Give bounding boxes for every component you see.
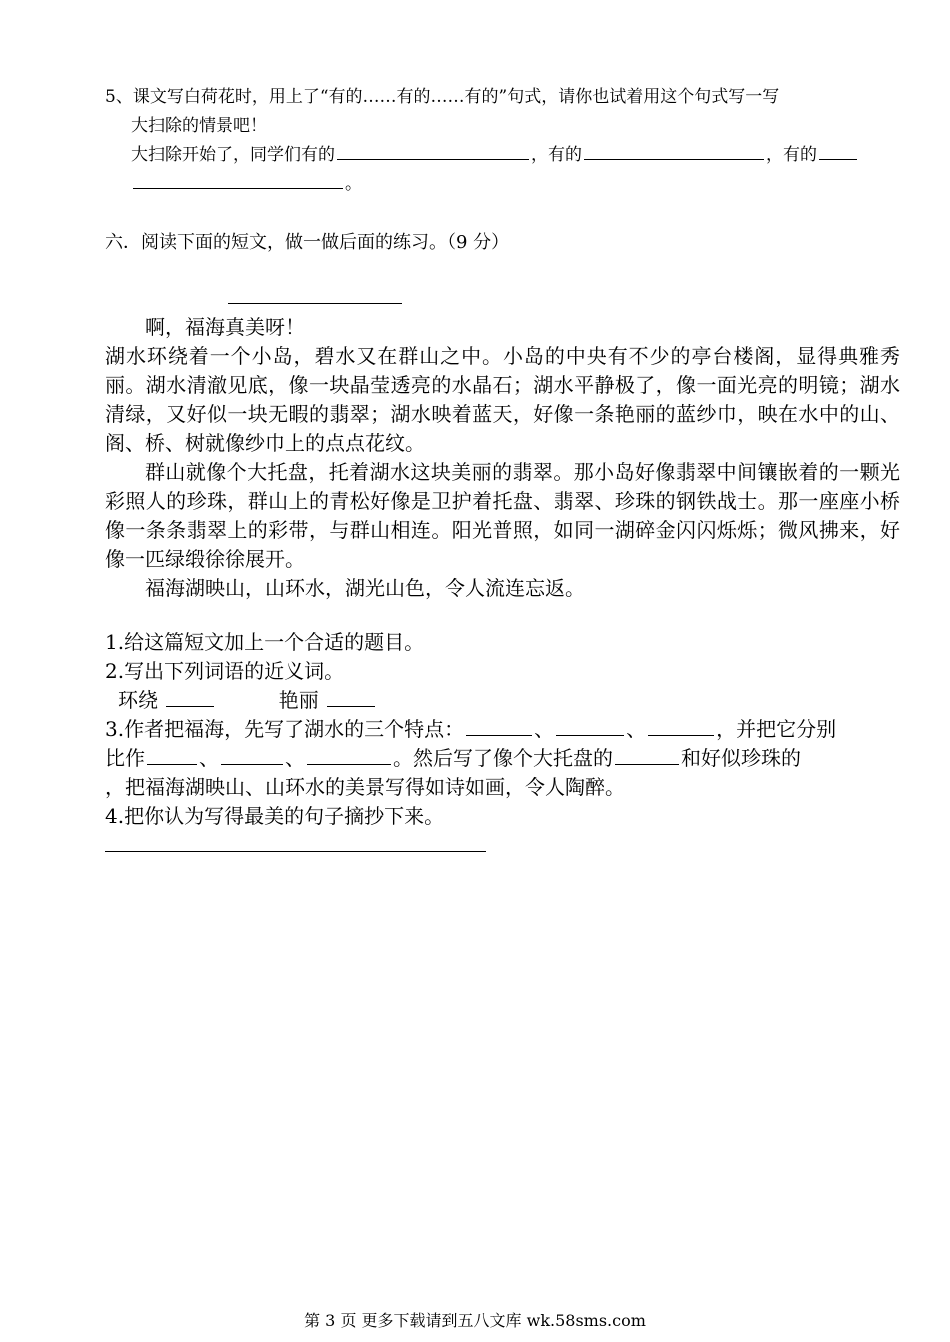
q5-line2: 大扫除的情景吧！ — [131, 116, 267, 136]
q3-blank-2[interactable] — [556, 734, 624, 736]
q3-sep-1: 、 — [534, 717, 555, 741]
q5-line3-prefix: 大扫除开始了，同学们有的 — [131, 145, 335, 165]
q2-word-2: 艳丽 — [278, 688, 319, 712]
q5-blank-2[interactable] — [584, 158, 764, 160]
q2-word-1: 环绕 — [118, 688, 158, 712]
section6-heading: 六．阅读下面的短文，做一做后面的练习。（9 分） — [105, 232, 510, 253]
passage — [105, 313, 900, 603]
passage-p4: 福海湖映山，山环水，湖光山色，令人流连忘返。 — [145, 576, 585, 600]
q4-answer-line[interactable] — [105, 851, 486, 852]
q5-line1: 5、课文写白荷花时，用上了“有的……有的……有的”句式，请你也试着用这个句式写一写 — [105, 87, 780, 107]
q2-blank-1[interactable] — [166, 705, 214, 707]
q2-blank-2[interactable] — [327, 705, 375, 707]
q3-text-b: ，并把它分别 — [716, 717, 837, 741]
q5-line3-mid2: ，有的 — [766, 145, 817, 165]
q3-sep-3: 、 — [199, 746, 219, 770]
q3-sep-4: 、 — [285, 746, 305, 770]
q5-blank-4[interactable] — [133, 187, 343, 189]
q3-sep-2: 、 — [626, 717, 647, 741]
q3-blank-1[interactable] — [466, 734, 532, 736]
title-blank-line[interactable] — [228, 303, 402, 304]
question-2: 2.写出下列词语的近义词。 — [105, 659, 345, 683]
q3-blank-6[interactable] — [307, 763, 391, 765]
q3-text-e: 和好似珍珠的 — [681, 746, 801, 770]
q3-blank-3[interactable] — [648, 734, 714, 736]
question-3-line1 — [105, 715, 836, 744]
q5-blank-3[interactable] — [819, 158, 857, 160]
question-3-line3: ，把福海湖映山、山环水的美景写得如诗如画，令人陶醉。 — [105, 775, 625, 799]
q5-line3 — [131, 141, 859, 170]
passage-p1: 啊，福海真美呀！ — [145, 315, 305, 339]
q3-blank-7[interactable] — [615, 763, 679, 765]
question-1: 1.给这篇短文加上一个合适的题目。 — [105, 630, 425, 654]
q3-text-c: 比作 — [105, 746, 145, 770]
q5-line4 — [131, 170, 362, 199]
q3-blank-5[interactable] — [221, 763, 283, 765]
q3-text-d: 。然后写了像个大托盘的 — [393, 746, 613, 770]
passage-p3: 群山就像个大托盘，托着湖水这块美丽的翡翠。那小岛好像翡翠中间镶嵌着的一颗光彩照人的珍珠，群山上的青松好像是卫护着托盘、翡翠、珍珠的钢铁战士。那一座座小桥像一条条翡翠上的彩带，与群山相连。阳光普照，如同一湖碎金闪闪烁烁；微风拂来，好像一匹绿缎徐徐展开。 — [105, 460, 900, 571]
question-2-words — [118, 686, 377, 715]
q5-line3-mid1: ，有的 — [531, 145, 582, 165]
q5-blank-1[interactable] — [337, 158, 529, 160]
question-3-line2 — [105, 744, 801, 773]
q3-text-a: 3.作者把福海，先写了湖水的三个特点： — [105, 717, 465, 741]
question-4: 4.把你认为写得最美的句子摘抄下来。 — [105, 804, 445, 828]
q5-line4-end: 。 — [345, 174, 362, 194]
passage-p2: 湖水环绕着一个小岛，碧水又在群山之中。小岛的中央有不少的亭台楼阁，显得典雅秀丽。湖水清澈见底，像一块晶莹透亮的水晶石；湖水平静极了，像一面光亮的明镜；湖水清绿，又好似一块无暇的翡翠；湖水映着蓝天，好像一条艳丽的蓝纱巾，映在水中的山、阁、桥、树就像纱巾上的点点花纹。 — [105, 344, 900, 455]
q3-blank-4[interactable] — [147, 763, 197, 765]
page-footer: 第 3 页 更多下载请到五八文库 wk.58sms.com — [304, 1311, 646, 1330]
